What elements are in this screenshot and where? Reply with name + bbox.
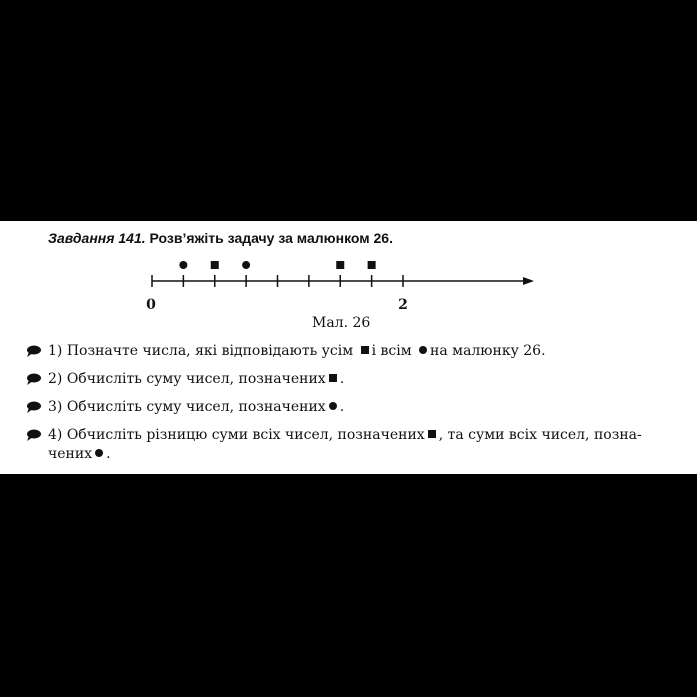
axis-arrow	[523, 277, 534, 285]
circle-marker	[242, 261, 250, 269]
square-marker-icon	[428, 430, 436, 438]
circle-marker	[179, 261, 187, 269]
tick-label-0: 0	[146, 297, 156, 313]
tick-label-2: 2	[398, 297, 408, 313]
square-marker	[211, 261, 219, 269]
question-4-text-d: .	[106, 446, 111, 462]
question-4-text-a: 4) Обчисліть різницю суми всіх чисел, позначених	[48, 427, 425, 443]
speech-bubble-icon	[26, 401, 42, 413]
question-1	[26, 342, 676, 361]
question-3-text-b: .	[339, 399, 345, 415]
square-marker	[336, 261, 344, 269]
circle-marker-icon	[419, 346, 427, 354]
textbook-page	[0, 221, 697, 474]
question-3	[26, 398, 676, 417]
question-4-text-c: чених	[48, 446, 93, 462]
speech-bubble-icon	[26, 345, 42, 357]
question-4-text-b: , та суми всіх чисел, позна-	[438, 427, 642, 443]
question-list	[26, 342, 676, 473]
question-1-text-c: на малюнку 26.	[430, 343, 546, 359]
marker-group	[179, 261, 375, 269]
square-marker-icon	[361, 346, 369, 354]
speech-bubble-icon	[26, 429, 42, 441]
figure-caption: Мал. 26	[312, 315, 371, 331]
square-marker	[368, 261, 376, 269]
number-line-figure	[0, 221, 697, 321]
question-2-text-a: 2) Обчисліть суму чисел, позначених	[48, 371, 326, 387]
question-4	[26, 426, 676, 464]
question-1-text-b: і всім	[371, 343, 412, 359]
circle-marker-icon	[329, 402, 337, 410]
question-2-text-b: .	[339, 371, 345, 387]
question-3-text-a: 3) Обчисліть суму чисел, позначених	[48, 399, 326, 415]
square-marker-icon	[329, 374, 337, 382]
question-1-text-a: 1) Позначте числа, які відповідають усім	[48, 343, 354, 359]
task-instruction: Розв’яжіть задачу за малюнком 26.	[149, 230, 393, 246]
question-2	[26, 370, 676, 389]
task-number: Завдання 141.	[48, 230, 146, 246]
speech-bubble-icon	[26, 373, 42, 385]
circle-marker-icon	[95, 449, 103, 457]
